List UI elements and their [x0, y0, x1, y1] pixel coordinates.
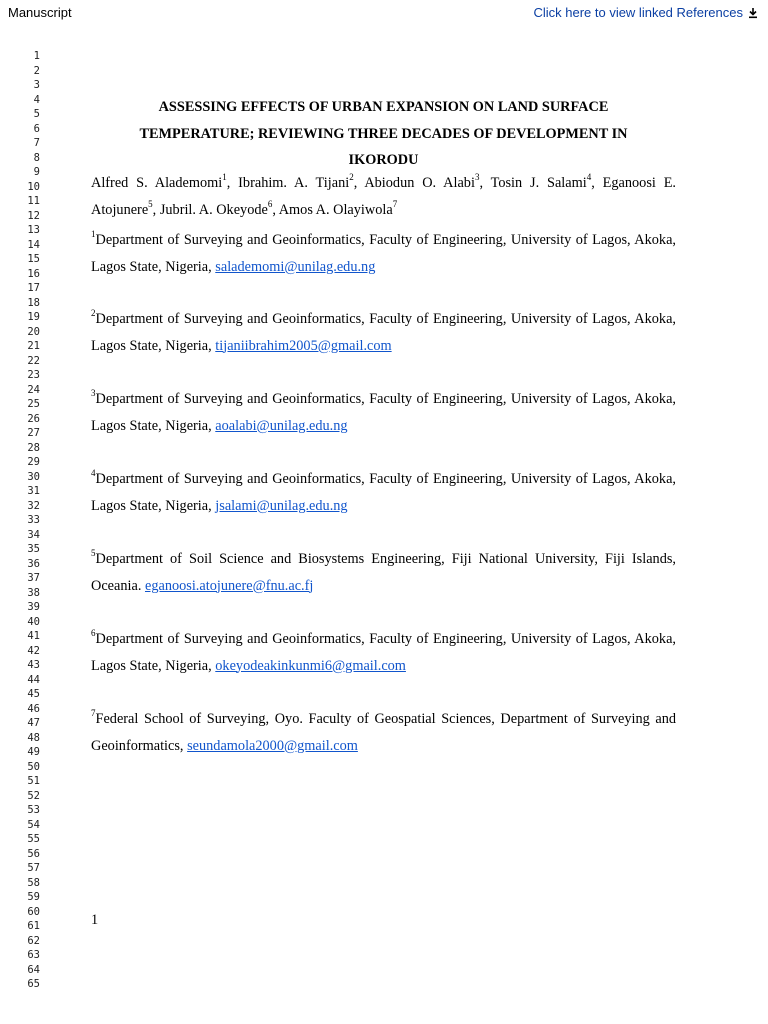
line-number: 13: [27, 224, 40, 236]
line-number: 63: [27, 949, 40, 961]
line-number: 25: [27, 398, 40, 410]
line-number: 44: [27, 673, 40, 686]
author-name: Amos A. Olayiwola: [278, 201, 393, 218]
line-number: 42: [27, 644, 40, 657]
affiliation-text: Department of Surveying and Geoinformatics, Faculty of Engineering, University of Lagos, Akoka, Lagos State, Nigeria,: [91, 631, 676, 674]
line-number: 38: [27, 586, 40, 599]
line-number: 58: [27, 876, 40, 889]
email-link[interactable]: eganoosi.atojunere@fnu.ac.fj: [144, 577, 314, 594]
line-number: 14: [27, 238, 40, 251]
author-name: Abiodun O. Alabi: [364, 175, 475, 191]
line-number: 28: [27, 441, 40, 454]
line-number: 34: [27, 528, 40, 541]
line-number: 6: [33, 122, 40, 135]
line-number: 26: [27, 412, 40, 425]
author-affiliation-marker: 2: [349, 172, 354, 183]
line-number: 36: [27, 557, 40, 570]
manuscript-label: Manuscript: [8, 5, 72, 20]
affiliation-marker: 5: [91, 548, 96, 559]
line-number: 56: [27, 847, 40, 860]
line-number: 15: [27, 253, 40, 265]
line-number: 5: [33, 108, 40, 120]
line-number: 54: [27, 818, 40, 831]
line-number: 11: [27, 195, 40, 207]
line-number: 53: [27, 804, 40, 816]
line-number: 62: [27, 934, 40, 947]
affiliation-text: Department of Soil Science and Biosystems Engineering, Fiji National University, Fiji Islands, Oceania.: [91, 551, 676, 594]
title-line-2: TEMPERATURE; REVIEWING THREE DECADES OF DEVELOPMENT IN: [139, 125, 628, 142]
line-number: 47: [27, 717, 40, 729]
line-number: 17: [27, 282, 40, 294]
author-affiliation-marker: 7: [392, 198, 398, 209]
line-number: 61: [27, 920, 40, 932]
line-number: 20: [27, 325, 40, 338]
author-name: Eganoosi E. Atojunere: [91, 175, 677, 218]
title-line-3: IKORODU: [348, 152, 419, 168]
email-link[interactable]: salademomi@unilag.edu.ng: [215, 258, 376, 275]
line-number: 33: [27, 514, 40, 526]
line-number: 12: [27, 209, 40, 222]
line-number: 64: [27, 963, 40, 976]
line-number: 19: [27, 311, 40, 323]
affiliation-entry: [91, 626, 676, 679]
line-number: 51: [27, 775, 40, 787]
email-link[interactable]: aoalabi@unilag.edu.ng: [215, 417, 348, 434]
line-number: 29: [27, 456, 40, 468]
affiliation-marker: 2: [91, 308, 96, 319]
title-line-1: ASSESSING EFFECTS OF URBAN EXPANSION ON LAND SURFACE: [158, 99, 609, 115]
email-link[interactable]: jsalami@unilag.edu.ng: [215, 497, 348, 514]
author-name: Ibrahim. A. Tijani: [238, 175, 350, 191]
line-number: 30: [27, 470, 40, 483]
line-number: 27: [27, 427, 40, 439]
author-name: Alfred S. Alademomi: [91, 175, 223, 191]
line-number: 32: [27, 499, 40, 512]
affiliation-text: Department of Surveying and Geoinformatics, Faculty of Engineering, University of Lagos, Akoka, Lagos State, Nigeria,: [91, 232, 676, 275]
affiliation-text: Department of Surveying and Geoinformatics, Faculty of Engineering, University of Lagos, Akoka, Lagos State, Nigeria,: [91, 471, 676, 514]
line-number: 49: [27, 746, 40, 758]
line-number: 40: [27, 615, 40, 628]
line-number: 18: [27, 296, 40, 309]
line-number: 10: [27, 180, 40, 193]
line-number: 3: [33, 79, 40, 91]
author-name: Jubril. A. Okeyode: [159, 201, 268, 218]
line-number: 24: [27, 383, 40, 396]
line-number: 41: [27, 630, 40, 642]
email-link[interactable]: seundamola2000@gmail.com: [187, 737, 358, 754]
affiliation-marker: 7: [91, 708, 96, 719]
email-link[interactable]: okeyodeakinkunmi6@gmail.com: [215, 657, 406, 674]
line-number: 1: [33, 50, 40, 62]
line-number: 22: [27, 354, 40, 367]
line-number: 8: [33, 151, 40, 164]
affiliation-entry: [91, 386, 676, 439]
page-number: 1: [91, 912, 99, 928]
line-number: 46: [27, 702, 40, 715]
line-number: 55: [27, 833, 40, 845]
author-affiliation-marker: 3: [474, 172, 480, 183]
affiliation-entry: [91, 706, 676, 759]
line-number: 37: [27, 572, 40, 584]
affiliation-marker: 3: [91, 388, 96, 399]
line-number: 4: [33, 93, 40, 106]
affiliation-text: Federal School of Surveying, Oyo. Faculty of Geospatial Sciences, Department of Surveying and Geoinformatics,: [91, 711, 676, 754]
line-number: 60: [27, 905, 40, 918]
download-icon: [748, 7, 758, 19]
affiliation-marker: 6: [91, 628, 96, 639]
author-list: Alfred S. Alademomi$^1$, Ibrahim. A. Tijani$^2$, Abiodun O. Alabi$^3$, Tosin J. Salami$^4$, Eganoosi E. Atojunere$^5$, Jubril. A. Okeyode$^6$, Amos A. Olayiwola$^7$: [91, 172, 677, 218]
affiliation-marker: 1: [91, 229, 96, 240]
line-number: 21: [27, 340, 40, 352]
affiliation-marker: 4: [91, 468, 96, 479]
line-number: 57: [27, 862, 40, 874]
line-number: 39: [27, 601, 40, 613]
email-link[interactable]: tijaniibrahim2005@gmail.com: [215, 337, 392, 354]
linked-references-label: Click here to view linked References: [533, 5, 743, 20]
affiliation-entry: [91, 466, 676, 519]
line-number: 7: [33, 137, 40, 149]
line-number: 31: [27, 485, 40, 497]
line-number: 43: [27, 659, 40, 671]
line-number: 50: [27, 760, 40, 773]
paper-title: [91, 94, 676, 174]
affiliation-entry: [91, 227, 676, 280]
author-affiliation-marker: 1: [222, 172, 227, 183]
author-affiliation-marker: 6: [267, 198, 273, 209]
line-number: 52: [27, 789, 40, 802]
line-number: 48: [27, 731, 40, 744]
affiliation-text: Department of Surveying and Geoinformatics, Faculty of Engineering, University of Lagos, Akoka, Lagos State, Nigeria,: [91, 391, 676, 434]
affiliation-entry: [91, 546, 676, 599]
line-number: 23: [27, 369, 40, 381]
line-number: 35: [27, 543, 40, 555]
line-number: 65: [27, 978, 40, 990]
line-number: 9: [33, 166, 40, 178]
author-name: Tosin J. Salami: [490, 175, 587, 191]
affiliation-entry: [91, 306, 676, 359]
line-number: 45: [27, 688, 40, 700]
linked-references-link[interactable]: [533, 5, 758, 20]
author-affiliation-marker: 4: [586, 172, 592, 183]
author-affiliation-marker: 5: [148, 198, 153, 209]
line-number-gutter: [0, 49, 40, 992]
line-number: 59: [27, 891, 40, 903]
line-number: 16: [27, 267, 40, 280]
affiliation-text: Department of Surveying and Geoinformatics, Faculty of Engineering, University of Lagos, Akoka, Lagos State, Nigeria,: [91, 311, 676, 354]
line-number: 2: [33, 64, 40, 77]
